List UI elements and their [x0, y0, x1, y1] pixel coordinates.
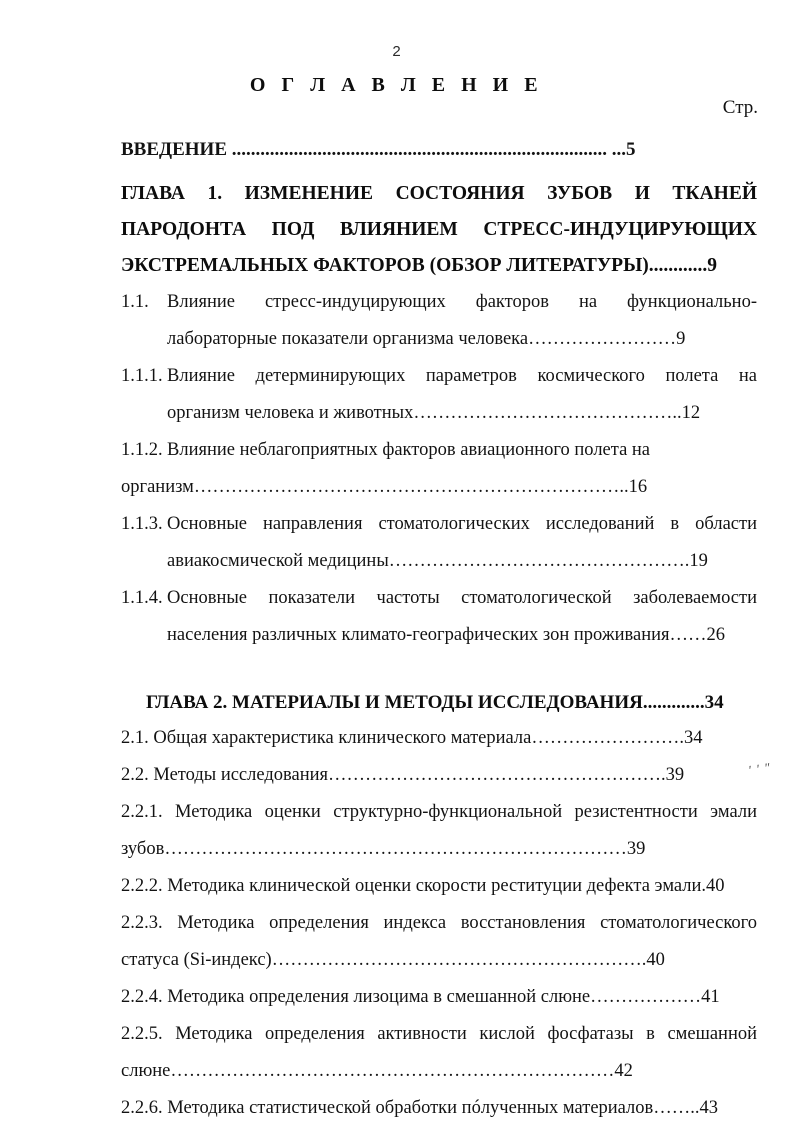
dot-leader: ………………………………………………. — [328, 765, 666, 785]
dot-leader: ……………………. — [531, 728, 684, 748]
toc-entry-page: 40 — [706, 876, 725, 896]
toc-entry-number: 1.1.4. — [121, 588, 163, 608]
toc-entry-page: 16 — [628, 477, 648, 497]
toc-entry-page: 39 — [626, 839, 646, 859]
toc-entry-number: 2.2.5. — [121, 1024, 163, 1044]
toc-entry-text: Общая характеристика клинического материала — [153, 728, 532, 748]
toc-entry-text: Методика клинической оценки скорости реституции дефекта эмали. — [167, 876, 707, 896]
toc-entry-text-line-2 — [121, 942, 757, 979]
toc-entry-1-1-3[interactable] — [121, 506, 757, 580]
dot-leader: ……………… — [590, 987, 702, 1007]
toc-entry-page: 26 — [706, 625, 726, 645]
toc-entry-text-line-2 — [167, 617, 757, 654]
dot-leader: ………………………………………………………………… — [164, 839, 627, 859]
spacer — [121, 654, 757, 686]
scan-artifact-pen-mark: ʹ ʹ ʺ — [748, 759, 772, 778]
dot-leader: ............................................................................... — [231, 139, 607, 160]
spacer — [121, 167, 757, 176]
toc-entry-text-line-2 — [121, 469, 757, 506]
toc-entry-page: 34 — [683, 728, 703, 748]
toc-entry-page: 43 — [699, 1098, 719, 1118]
toc-entry-text-line-1 — [121, 905, 757, 942]
toc-entry-number: 1.1. — [121, 292, 149, 312]
toc-entry-number: 2.2. — [121, 765, 149, 785]
column-header-page-label: Стр. — [722, 97, 758, 118]
toc-entry-text: организм — [121, 477, 194, 497]
toc-entry-text: зубов — [121, 839, 165, 859]
toc-entry-number: 2.2.2. — [121, 876, 163, 896]
toc-entry-page: ...5 — [611, 139, 636, 160]
toc-entry-chapter-2[interactable]: ГЛАВА 2. МАТЕРИАЛЫ И МЕТОДЫ ИССЛЕДОВАНИЯ.............34 — [146, 692, 724, 713]
chapter-1-line-1: ГЛАВА 1. ИЗМЕНЕНИЕ СОСТОЯНИЯ ЗУБОВ И ТКАНЕЙ — [121, 183, 757, 204]
toc-entry-introduction[interactable] — [121, 133, 757, 167]
toc-entry-label: ВВЕДЕНИЕ — [121, 139, 227, 160]
toc-entry-number: 2.2.3. — [121, 913, 163, 933]
dot-leader: …………………… — [528, 329, 677, 349]
toc-entry-page: 42 — [614, 1061, 633, 1081]
toc-entry-text: лабораторные показатели организма человека — [167, 329, 529, 349]
toc-entry-number: 1.1.1. — [121, 366, 163, 386]
chapter-1-line-3: ЭКСТРЕМАЛЬНЫХ ФАКТОРОВ (ОБЗОР ЛИТЕРАТУРЫ)............9 — [121, 255, 717, 276]
toc-entry-number: 1.1.2. — [121, 440, 163, 460]
toc-entry-text-line-1: Основные показатели частоты стоматологической заболеваемости — [167, 588, 757, 608]
toc-entry-text-line-1: Влияние неблагоприятных факторов авиационного полета на — [167, 440, 651, 460]
toc-entry-number: 1.1.3. — [121, 514, 163, 534]
toc-entry-text: Методика определения лизоцима в смешанной слюне — [167, 987, 591, 1007]
toc-entry-text: Методика оценки структурно-функциональной резистентности эмали — [175, 802, 757, 822]
toc-entry-text-line-1: Основные направления стоматологических исследований в области — [167, 514, 757, 534]
toc-entry-text: Методика определения индекса восстановления стоматологического — [177, 913, 758, 933]
toc-entry-number: 2.2.4. — [121, 987, 163, 1007]
page-number: 2 — [392, 43, 401, 60]
toc-entry-number: 2.1. — [121, 728, 149, 748]
toc-entry-text-line-1: Влияние стресс-индуцирующих факторов на функционально- — [167, 292, 757, 312]
toc-entry-text-line-1 — [121, 794, 757, 831]
toc-entry-page: 12 — [681, 403, 701, 423]
dot-leader: …………………………………………. — [388, 551, 690, 571]
toc-entry-text: статуса (Si-индекс) — [121, 950, 272, 970]
toc-entry-text: Методика статистической обработки пóлученных материалов — [167, 1098, 654, 1118]
dot-leader: …….. — [653, 1098, 700, 1118]
toc-entry-text: авиакосмической медицины — [167, 551, 389, 571]
chapter-1-line-2: ПАРОДОНТА ПОД ВЛИЯНИЕМ СТРЕСС-ИНДУЦИРУЮЩИХ — [121, 219, 757, 240]
toc-entry-text: населения различных климато-географических зон проживания — [167, 625, 670, 645]
toc-entry-2-2-6[interactable] — [121, 1090, 757, 1127]
toc-entry-text-line-2 — [121, 831, 757, 868]
page-title: О Г Л А В Л Е Н И Е — [249, 74, 544, 96]
toc-entry-page: 39 — [665, 765, 685, 785]
toc-entry-1-1[interactable] — [121, 284, 757, 358]
toc-entry-number: 2.2.1. — [121, 802, 163, 822]
toc-entry-text: организм человека и животных — [167, 403, 414, 423]
toc-entry-page: 9 — [676, 329, 686, 349]
toc-entry-page: 19 — [689, 551, 708, 571]
toc-entry-text-line-2 — [167, 395, 757, 432]
toc-entry-text-line-2 — [167, 321, 757, 358]
toc-entry-text: слюне — [121, 1061, 171, 1081]
table-of-contents — [121, 133, 772, 1127]
toc-entry-2-2-5[interactable] — [121, 1016, 757, 1090]
toc-entry-2-2-4[interactable] — [121, 979, 757, 1016]
toc-entry-page: 40 — [646, 950, 665, 970]
toc-entry-chapter-1[interactable] — [121, 176, 757, 284]
toc-entry-number: 2.2.6. — [121, 1098, 163, 1118]
toc-entry-2-2[interactable] — [121, 757, 772, 794]
toc-entry-text: Методы исследования — [153, 765, 329, 785]
dot-leader: ……………………………………………………………… — [170, 1061, 615, 1081]
toc-entry-1-1-1[interactable] — [121, 358, 757, 432]
toc-entry-text-line-1 — [121, 1016, 757, 1053]
toc-entry-2-2-2[interactable] — [121, 868, 757, 905]
toc-entry-1-1-4[interactable] — [121, 580, 757, 654]
toc-entry-text: Методика определения активности кислой фосфатазы в смешанной — [175, 1024, 758, 1044]
dot-leader: …………………………………….. — [413, 403, 682, 423]
toc-entry-1-1-2[interactable] — [121, 432, 757, 506]
toc-entry-page: 41 — [701, 987, 720, 1007]
toc-entry-text-line-2 — [167, 543, 757, 580]
toc-entry-text-line-1: Влияние детерминирующих параметров космического полета на — [167, 366, 757, 386]
toc-entry-2-2-3[interactable] — [121, 905, 757, 979]
dot-leader: …… — [669, 625, 707, 645]
toc-entry-2-2-1[interactable] — [121, 794, 757, 868]
toc-entry-text-line-2 — [121, 1053, 757, 1090]
dot-leader: ……………………………………………………. — [271, 950, 647, 970]
toc-entry-2-1[interactable] — [121, 720, 757, 757]
dot-leader: …………………………………………………………….. — [193, 477, 629, 497]
